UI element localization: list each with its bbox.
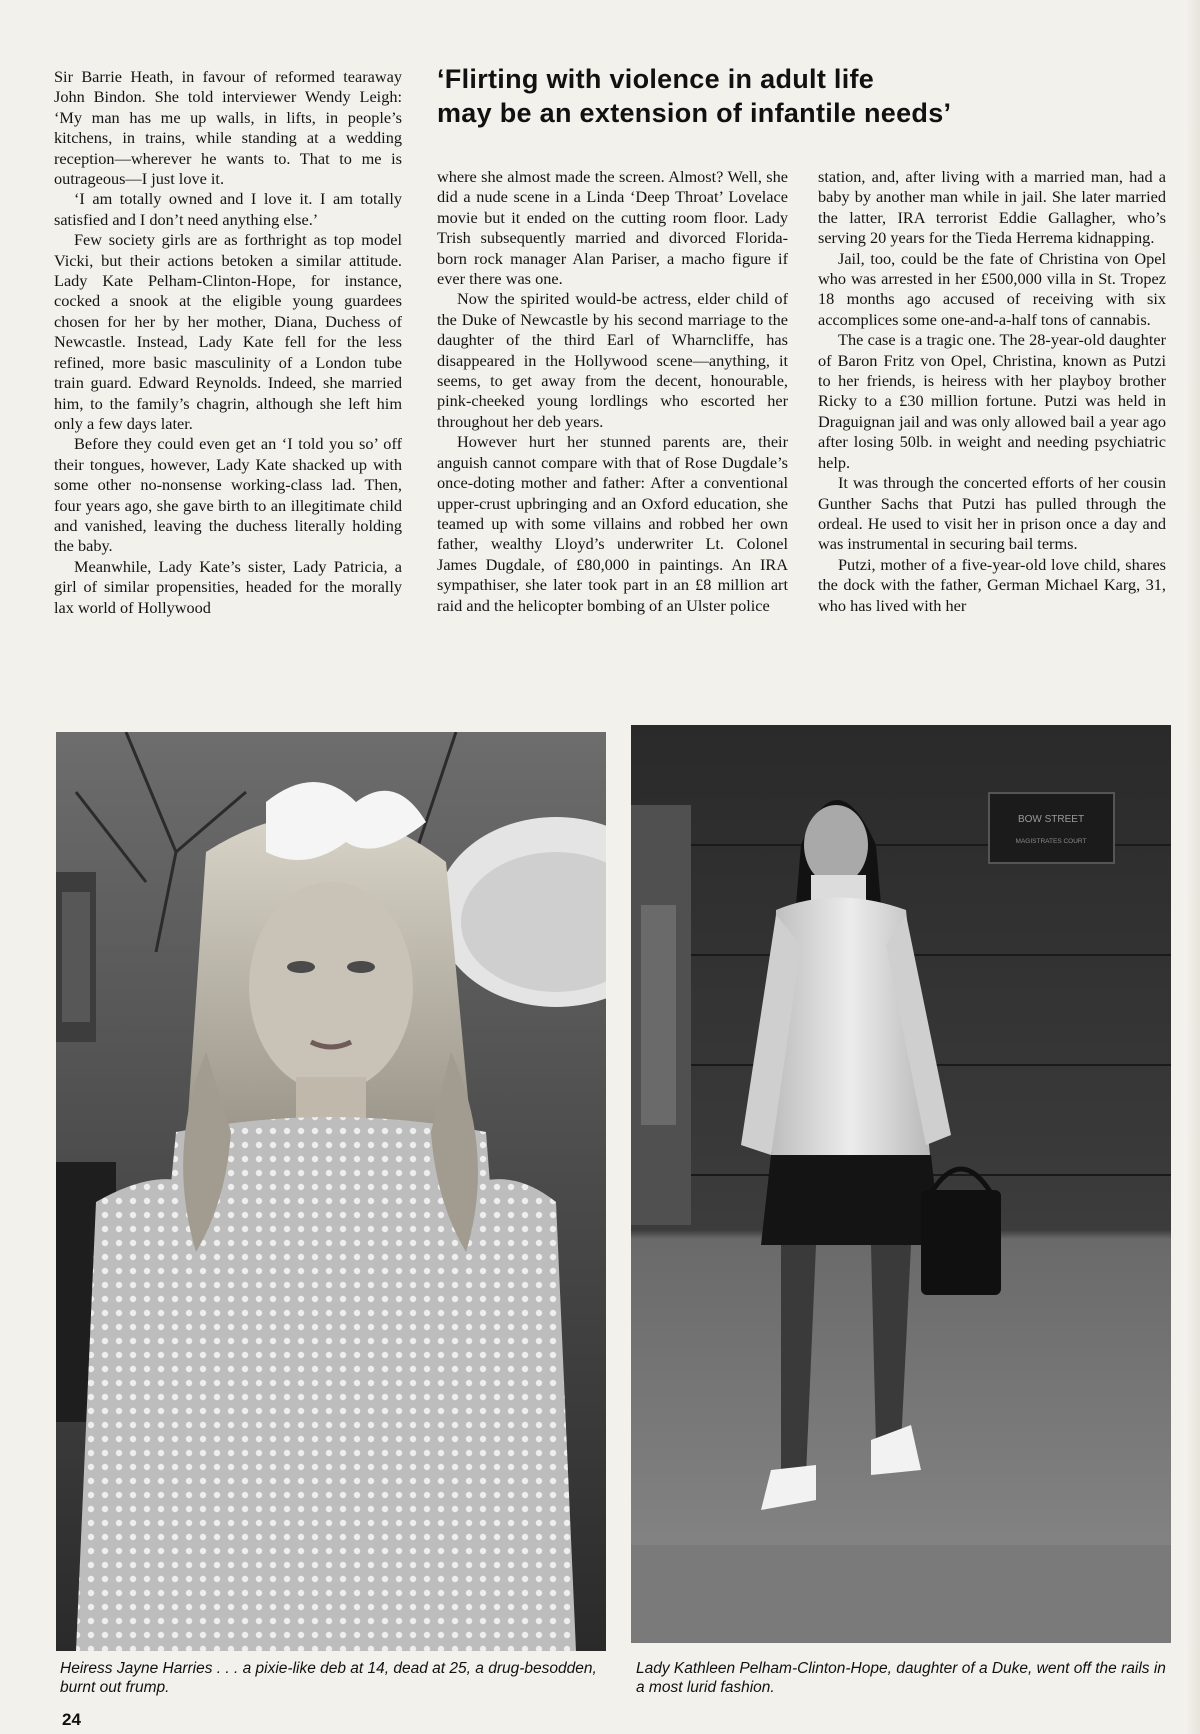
headline-line-1: ‘Flirting with violence in adult life <box>437 64 875 94</box>
headline <box>437 62 1167 130</box>
paragraph: However hurt her stunned parents are, their anguish cannot compare with that of Rose Dugdale’s once-doting mother and father: After a conventional upper-crust upbringing and an Oxford education, she teamed up with some villains and robbed her own father, wealthy Lloyd’s underwriter Lt. Colonel James Dugdale, of £80,000 in paintings. An IRA sympathiser, she later took part in an £8 million art raid and the helicopter bombing of an Ulster police <box>437 432 788 615</box>
photo-caption-2: Lady Kathleen Pelham-Clinton-Hope, daughter of a Duke, went off the rails in a most lurid fashion. <box>636 1660 1166 1696</box>
paragraph: station, and, after living with a married man, had a baby by another man while in jail. She later married the latter, IRA terrorist Eddie Gallagher, who’s serving 20 years for the Tieda Herrema kidnapping. <box>818 167 1166 248</box>
paragraph: Before they could even get an ‘I told you so’ off their tongues, however, Lady Kate shacked up with some other no-nonsense working-class lad. Then, four years ago, she gave birth to an illegitimate child and vanished, leaving the duchess literally holding the baby. <box>54 434 402 556</box>
page-number: 24 <box>62 1710 81 1729</box>
paragraph: It was through the concerted efforts of her cousin Gunther Sachs that Putzi has pulled through the ordeal. He used to visit her in prison once a day and was instrumental in securing bail terms. <box>818 473 1166 554</box>
photo-caption-1: Heiress Jayne Harries . . . a pixie-like deb at 14, dead at 25, a drug-besodden, burnt out frump. <box>60 1660 597 1696</box>
court-sign <box>989 793 1114 863</box>
paragraph: Putzi, mother of a five-year-old love child, shares the dock with the father, German Michael Karg, 31, who has lived with her <box>818 554 1166 615</box>
headline-line-2: may be an extension of infantile needs’ <box>437 98 952 128</box>
paragraph: The case is a tragic one. The 28-year-old daughter of Baron Fritz von Opel, Christina, known as Putzi to her friends, is heiress with her playboy brother Ricky to a £30 million fortune. Putzi was held in Draguignan jail and was only allowed bail a year ago after losing 50lb. in weight and needing psychiatric help. <box>818 330 1166 472</box>
page-edge <box>1186 0 1200 1734</box>
photo-illustration <box>56 732 606 1651</box>
sign-text-line-1: BOW STREET <box>1017 814 1085 825</box>
paragraph: Few society girls are as forthright as top model Vicki, but their actions betoken a similar attitude. Lady Kate Pelham-Clinton-Hope, for instance, cocked a snook at the eligible young guardees chosen for her by her mother, Diana, Duchess of Newcastle. Instead, Lady Kate fell for the less refined, more basic masculinity of a London tube train guard. Edward Reynolds. Indeed, she married him, to the family’s chagrin, although she left him only a few days later. <box>54 230 402 433</box>
article-column-2 <box>437 167 788 709</box>
paragraph: Now the spirited would-be actress, elder child of the Duke of Newcastle by his second marriage to the daughter of the third Earl of Wharncliffe, has disappeared in the Hollywood scene—anything, it seems, to get away from the decent, honourable, pink-cheeked young lordlings who escorted her throughout her deb years. <box>437 289 788 431</box>
paragraph: Meanwhile, Lady Kate’s sister, Lady Patricia, a girl of similar propensities, headed for the morally lax world of Hollywood <box>54 556 402 617</box>
photo-lady-kathleen <box>631 725 1171 1643</box>
photo-jayne-harries <box>56 732 606 1651</box>
article-column-3 <box>818 167 1166 709</box>
paragraph: ‘I am totally owned and I love it. I am totally satisfied and I don’t need anything else.’ <box>54 189 402 229</box>
paragraph: Jail, too, could be the fate of Christina von Opel who was arrested in her £500,000 villa in St. Tropez 18 months ago accused of receiving with six accomplices some one-and-a-half tons of cannabis. <box>818 248 1166 329</box>
photo-illustration <box>631 725 1171 1643</box>
sign-text-line-2: MAGISTRATES COURT <box>1015 838 1087 845</box>
paragraph: Sir Barrie Heath, in favour of reformed tearaway John Bindon. She told interviewer Wendy Leigh: ‘My man has me up walls, in lifts, in people’s kitchens, in trains, while standing at a wedding reception—wherever he wants to. That to me is outrageous—I just love it. <box>54 67 402 189</box>
paragraph: where she almost made the screen. Almost? Well, she did a nude scene in a Linda ‘Deep Throat’ Lovelace movie but it ended on the cutting room floor. Lady Trish subsequently married and divorced Florida-born rock manager Alan Pariser, a macho figure if ever there was one. <box>437 167 788 289</box>
article-column-1 <box>54 67 402 709</box>
